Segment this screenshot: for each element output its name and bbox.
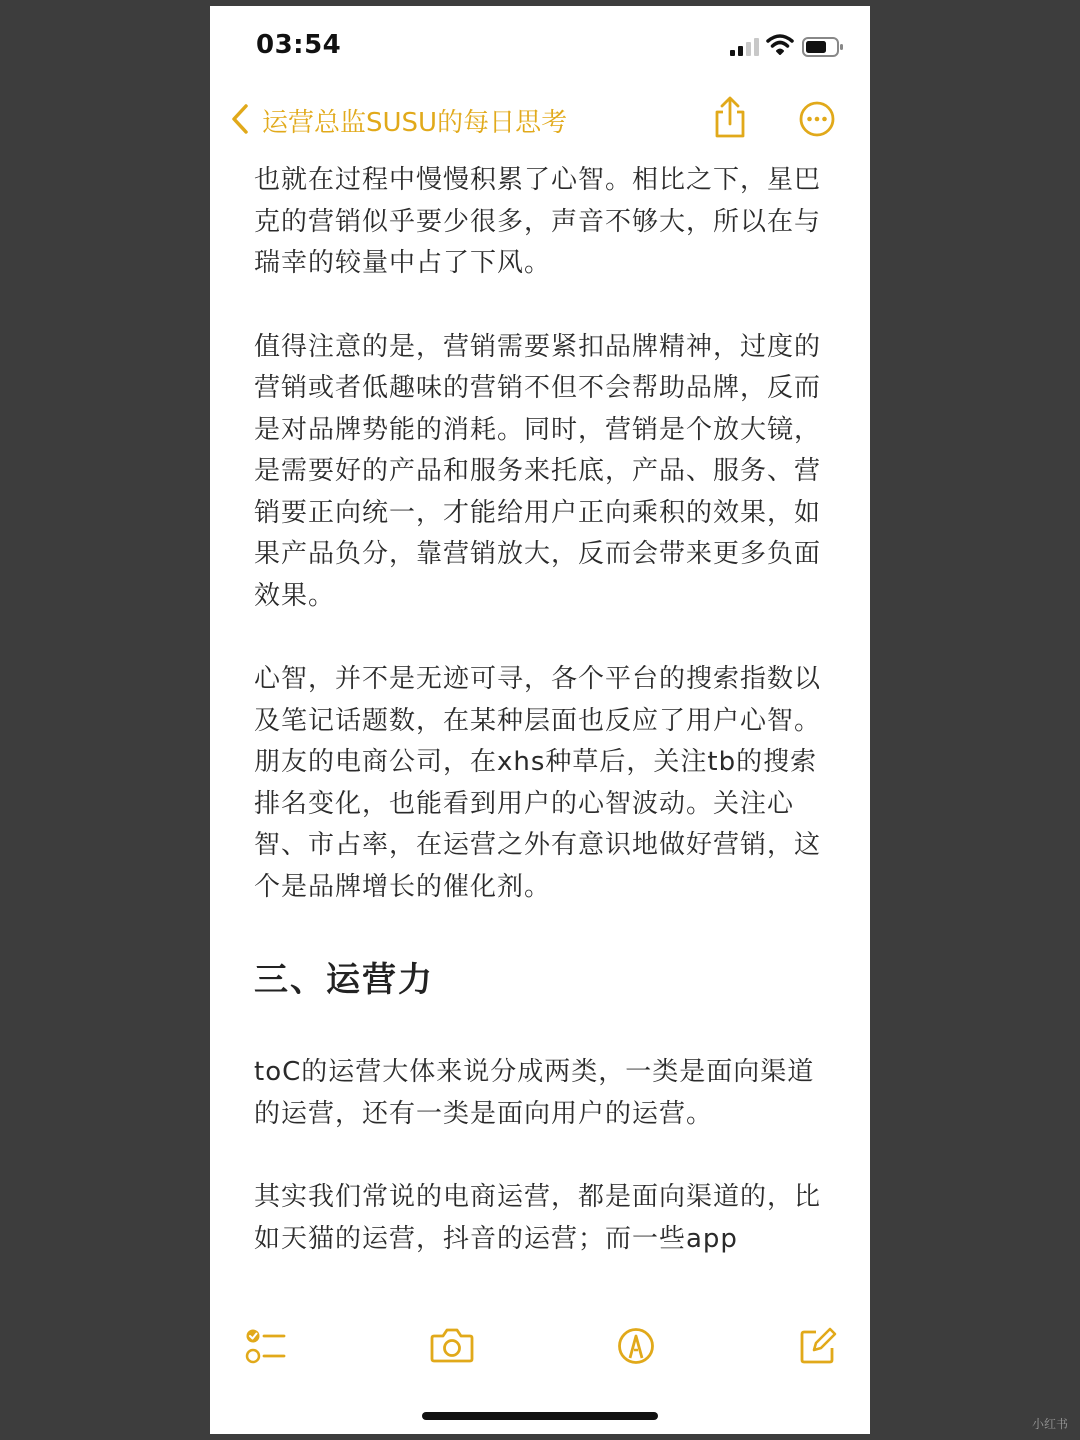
note-paragraph: 心智，并不是无迹可寻，各个平台的搜索指数以及笔记话题数，在某种层面也反应了用户心智。朋友的电商公司，在xhs种草后，关注tb的搜索排名变化，也能看到用户的心智波动。关注心智、市占率，在运营之外有意识地做好营销，这个是品牌增长的催化剂。	[254, 664, 822, 902]
more-icon[interactable]	[798, 100, 836, 142]
note-paragraph: 值得注意的是，营销需要紧扣品牌精神，过度的营销或者低趣味的营销不但不会帮助品牌，反而是对品牌势能的消耗。同时，营销是个放大镜，是需要好的产品和服务来托底，产品、服务、营销要正向统一，才能给用户正向乘积的效果，如果产品负分，靠营销放大，反而会带来更多负面效果。	[254, 331, 822, 611]
battery-icon	[802, 37, 844, 61]
watermark-logo: 小红书	[1031, 1417, 1068, 1431]
nav-bar	[210, 90, 870, 150]
signal-icon	[730, 38, 760, 60]
note-paragraph: toC的运营大体来说分成两类，一类是面向渠道的运营，还有一类是面向用户的运营。	[254, 1057, 815, 1129]
note-body[interactable]	[254, 160, 834, 1300]
note-paragraph: 其实我们常说的电商运营，都是面向渠道的，比如天猫的运营，抖音的运营；而一些app	[254, 1182, 822, 1254]
section-heading: 三、运营力	[254, 960, 434, 1000]
share-icon[interactable]	[710, 96, 750, 144]
wifi-icon	[766, 34, 794, 60]
status-time: 03:54	[256, 30, 342, 60]
bottom-toolbar	[210, 1312, 870, 1382]
status-bar	[210, 6, 870, 86]
markup-icon[interactable]	[616, 1326, 656, 1370]
phone-screen	[210, 6, 870, 1434]
chevron-left-icon[interactable]	[228, 102, 252, 140]
note-paragraph: 也就在过程中慢慢积累了心智。相比之下，星巴克的营销似乎要少很多，声音不够大，所以在与瑞幸的较量中占了下风。	[254, 165, 822, 278]
back-folder-title[interactable]: 运营总监SUSU的每日思考	[262, 108, 568, 138]
compose-icon[interactable]	[798, 1326, 838, 1370]
checklist-icon[interactable]	[244, 1326, 286, 1370]
camera-icon[interactable]	[429, 1326, 475, 1368]
home-indicator[interactable]	[422, 1412, 658, 1420]
